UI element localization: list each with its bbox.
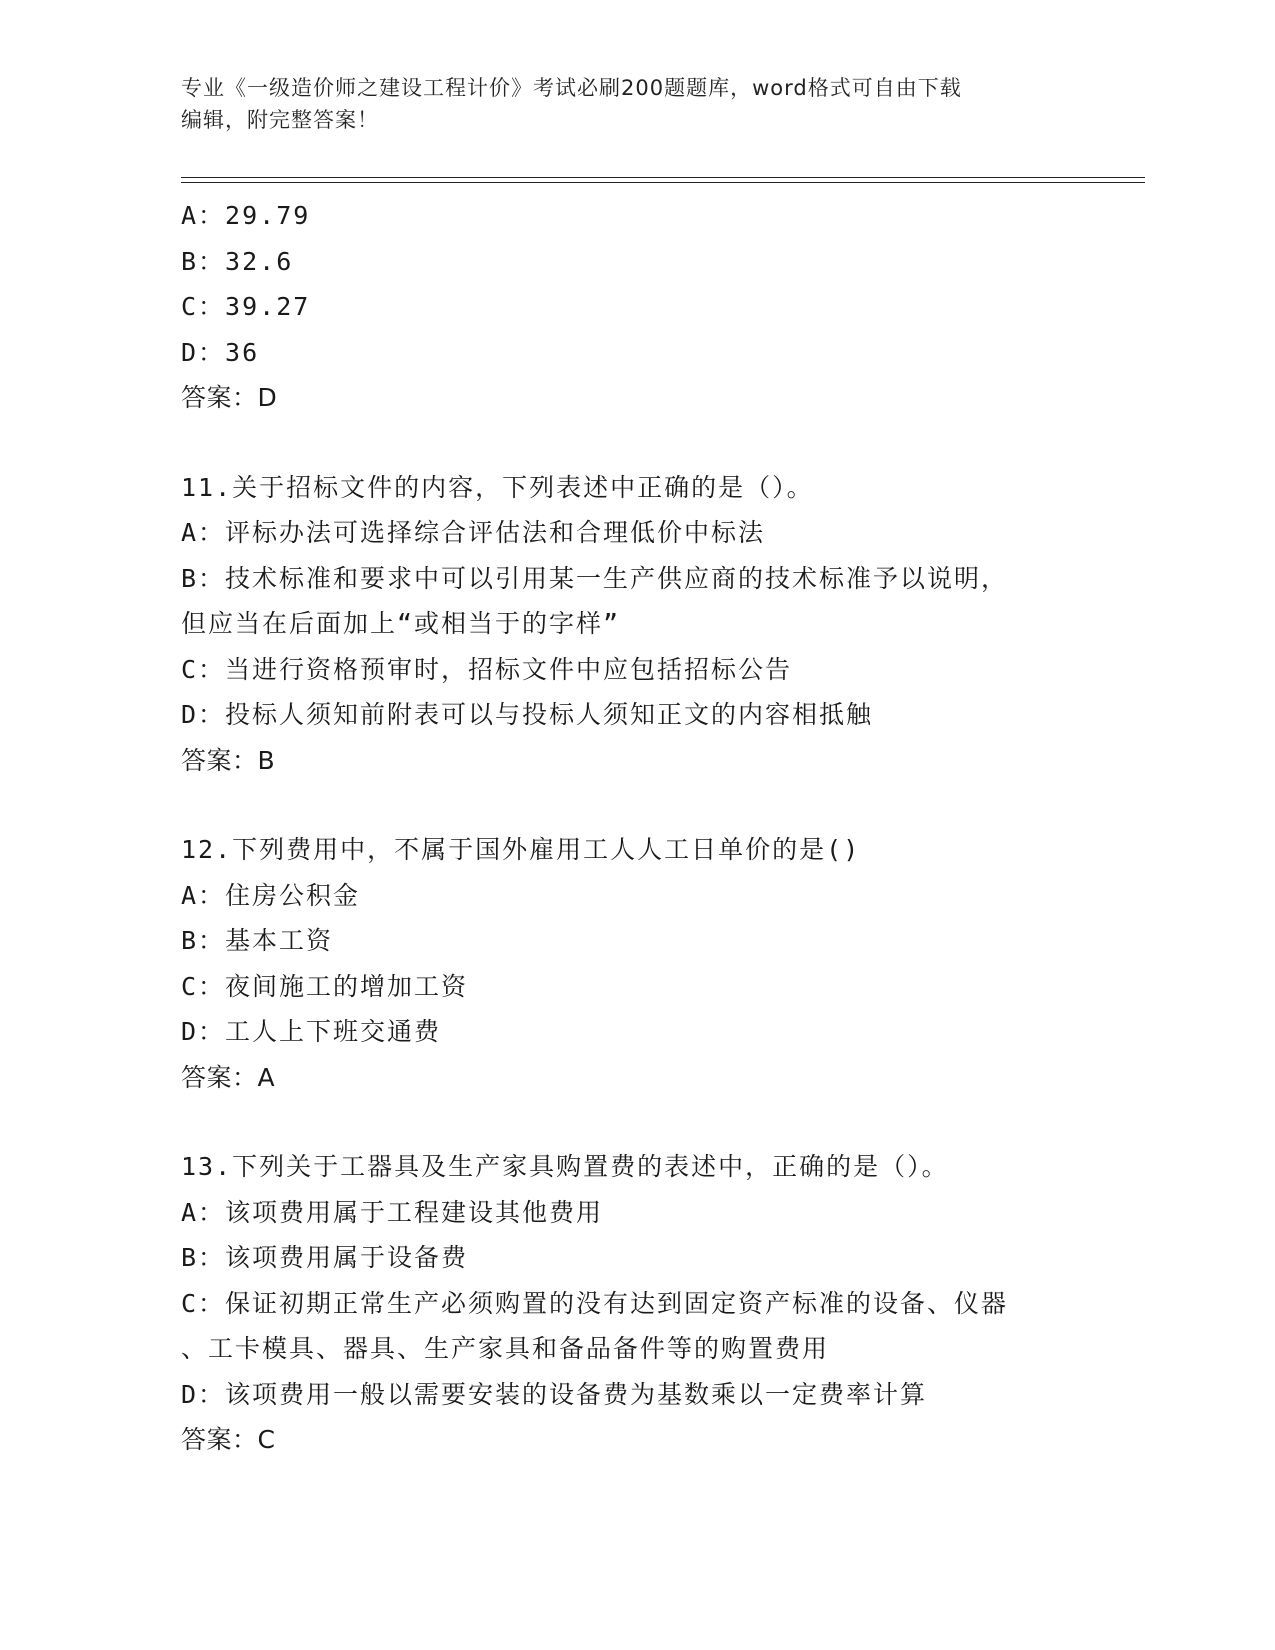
question-text: 13.下列关于工器具及生产家具购置费的表述中，正确的是（）。 xyxy=(181,1152,949,1181)
question-11 xyxy=(181,465,1081,784)
question-12 xyxy=(181,827,1081,1100)
option-b: B：32.6 xyxy=(181,246,294,276)
question-list xyxy=(181,193,1081,1463)
question-gap xyxy=(181,1100,1081,1144)
header-line-2: 编辑，附完整答案！ xyxy=(181,108,379,132)
option-d: D：投标人须知前附表可以与投标人须知正文的内容相抵触 xyxy=(181,700,874,729)
option-c: C：夜间施工的增加工资 xyxy=(181,971,469,1001)
option-c: C：保证初期正常生产必须购置的没有达到固定资产标准的设备、仪器 xyxy=(181,1288,1009,1318)
option-b: B：基本工资 xyxy=(181,926,334,955)
page-header xyxy=(181,72,1081,136)
option-a: A：29.79 xyxy=(181,201,311,230)
question-text: 11.关于招标文件的内容，下列表述中正确的是（）。 xyxy=(181,472,814,502)
option-b-continued: 但应当在后面加上“或相当于的字样” xyxy=(181,609,621,638)
question-10 xyxy=(181,193,1081,421)
option-c: C：当进行资格预审时，招标文件中应包括招标公告 xyxy=(181,654,793,684)
answer: 答案：A xyxy=(181,1062,276,1092)
option-b: B：技术标准和要求中可以引用某一生产供应商的技术标准予以说明， xyxy=(181,563,1009,593)
header-line-1: 专业《一级造价师之建设工程计价》考试必刷200题题库，word格式可自由下载 xyxy=(181,76,962,100)
question-13 xyxy=(181,1144,1081,1463)
option-d: D：36 xyxy=(181,337,260,367)
question-text: 12.下列费用中，不属于国外雇用工人人工日单价的是() xyxy=(181,835,861,864)
question-gap xyxy=(181,783,1081,827)
option-c: C：39.27 xyxy=(181,292,311,321)
answer: 答案：D xyxy=(181,383,278,412)
option-c-continued: 、工卡模具、器具、生产家具和备品备件等的购置费用 xyxy=(181,1334,830,1363)
option-d: D：工人上下班交通费 xyxy=(181,1017,442,1046)
header-divider xyxy=(181,177,1145,183)
option-a: A：该项费用属于工程建设其他费用 xyxy=(181,1197,604,1227)
option-a: A：评标办法可选择综合评估法和合理低价中标法 xyxy=(181,518,766,547)
question-gap xyxy=(181,421,1081,465)
option-a: A：住房公积金 xyxy=(181,880,361,910)
option-b: B：该项费用属于设备费 xyxy=(181,1243,469,1272)
answer: 答案：C xyxy=(181,1425,276,1454)
option-d: D：该项费用一般以需要安装的设备费为基数乘以一定费率计算 xyxy=(181,1379,928,1409)
answer: 答案：B xyxy=(181,745,276,775)
